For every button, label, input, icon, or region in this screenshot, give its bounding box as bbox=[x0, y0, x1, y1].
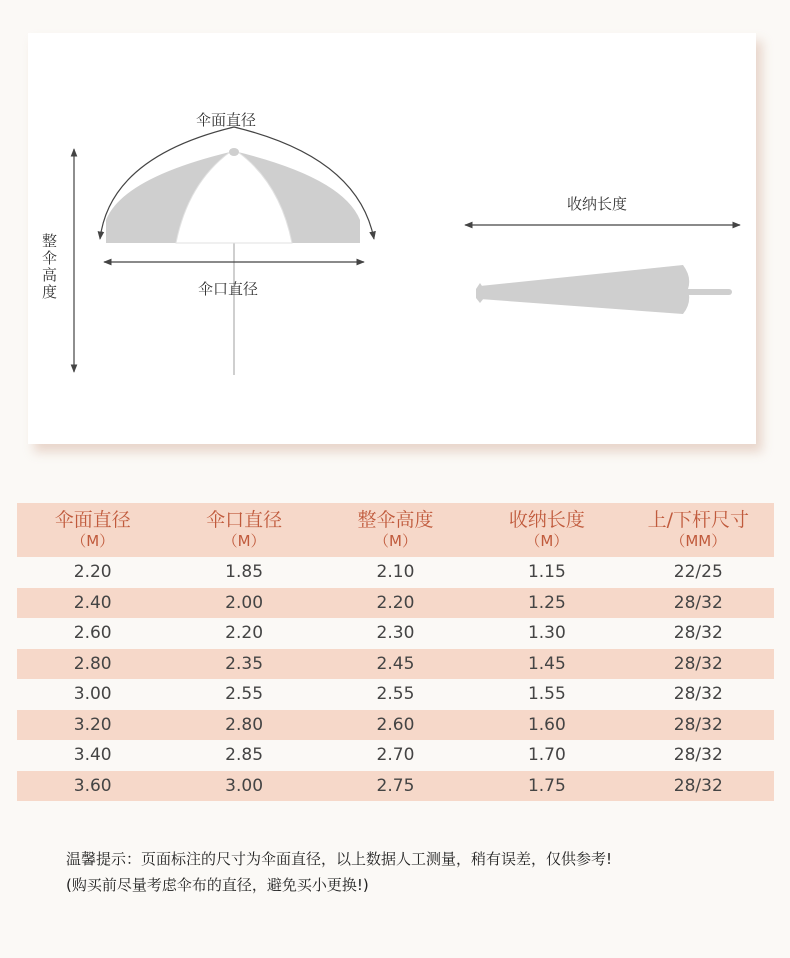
table-cell: 2.80 bbox=[168, 710, 319, 741]
table-cell: 1.60 bbox=[471, 710, 622, 741]
table-cell: 2.75 bbox=[320, 771, 471, 802]
table-cell: 2.20 bbox=[17, 557, 168, 588]
table-header-row bbox=[17, 503, 774, 557]
table-cell: 22/25 bbox=[623, 557, 774, 588]
table-cell: 1.45 bbox=[471, 649, 622, 680]
table-cell: 3.20 bbox=[17, 710, 168, 741]
table-cell: 2.80 bbox=[17, 649, 168, 680]
tip-note bbox=[66, 846, 612, 898]
table-cell: 2.70 bbox=[320, 740, 471, 771]
table-cell: 3.60 bbox=[17, 771, 168, 802]
canopy-finial bbox=[229, 148, 239, 156]
table-cell: 28/32 bbox=[623, 588, 774, 619]
table-cell: 2.20 bbox=[168, 618, 319, 649]
table-cell: 1.75 bbox=[471, 771, 622, 802]
opening-diameter-label: 伞口直径 bbox=[198, 280, 259, 298]
table-cell: 28/32 bbox=[623, 649, 774, 680]
table-cell: 1.25 bbox=[471, 588, 622, 619]
table-cell: 28/32 bbox=[623, 679, 774, 710]
header-total-height: 整伞高度 （M） bbox=[320, 503, 471, 557]
table-cell: 2.35 bbox=[168, 649, 319, 680]
total-height-label: 整伞高度 bbox=[42, 232, 58, 301]
table-cell: 2.40 bbox=[17, 588, 168, 619]
table-cell: 2.55 bbox=[168, 679, 319, 710]
table-cell: 1.55 bbox=[471, 679, 622, 710]
table-row bbox=[17, 740, 774, 771]
table-row bbox=[17, 771, 774, 802]
canopy-diameter-label: 伞面直径 bbox=[196, 111, 257, 129]
size-spec-table bbox=[17, 503, 774, 801]
header-opening-diameter: 伞口直径 （M） bbox=[168, 503, 319, 557]
table-cell: 28/32 bbox=[623, 771, 774, 802]
table-cell: 28/32 bbox=[623, 740, 774, 771]
table-cell: 3.40 bbox=[17, 740, 168, 771]
table-row bbox=[17, 588, 774, 619]
table-cell: 3.00 bbox=[17, 679, 168, 710]
folded-length-label: 收纳长度 bbox=[567, 195, 628, 213]
table-row bbox=[17, 679, 774, 710]
tip-note-line-2: (购买前尽量考虑伞布的直径，避免买小更换!) bbox=[66, 876, 369, 894]
table-cell: 2.60 bbox=[17, 618, 168, 649]
tip-note-line-1: 温馨提示：页面标注的尺寸为伞面直径，以上数据人工测量，稍有误差，仅供参考! bbox=[66, 850, 613, 868]
table-row bbox=[17, 649, 774, 680]
table-cell: 28/32 bbox=[623, 618, 774, 649]
table-row bbox=[17, 710, 774, 741]
table-cell: 3.00 bbox=[168, 771, 319, 802]
table-cell: 1.30 bbox=[471, 618, 622, 649]
umbrella-diagram bbox=[28, 33, 756, 444]
table-cell: 2.55 bbox=[320, 679, 471, 710]
umbrella-illustration bbox=[28, 33, 756, 444]
table-cell: 2.20 bbox=[320, 588, 471, 619]
table-row bbox=[17, 618, 774, 649]
header-folded-length: 收纳长度 （M） bbox=[471, 503, 622, 557]
table-cell: 2.45 bbox=[320, 649, 471, 680]
table-cell: 2.10 bbox=[320, 557, 471, 588]
header-pole-size: 上/下杆尺寸 （MM） bbox=[623, 503, 774, 557]
table-cell: 2.85 bbox=[168, 740, 319, 771]
folded-umbrella bbox=[476, 265, 732, 314]
table-cell: 2.60 bbox=[320, 710, 471, 741]
header-canopy-diameter: 伞面直径 （M） bbox=[17, 503, 168, 557]
table-cell: 2.30 bbox=[320, 618, 471, 649]
table-cell: 1.70 bbox=[471, 740, 622, 771]
table-cell: 28/32 bbox=[623, 710, 774, 741]
table-row bbox=[17, 557, 774, 588]
table-cell: 1.15 bbox=[471, 557, 622, 588]
table-cell: 2.00 bbox=[168, 588, 319, 619]
table-cell: 1.85 bbox=[168, 557, 319, 588]
